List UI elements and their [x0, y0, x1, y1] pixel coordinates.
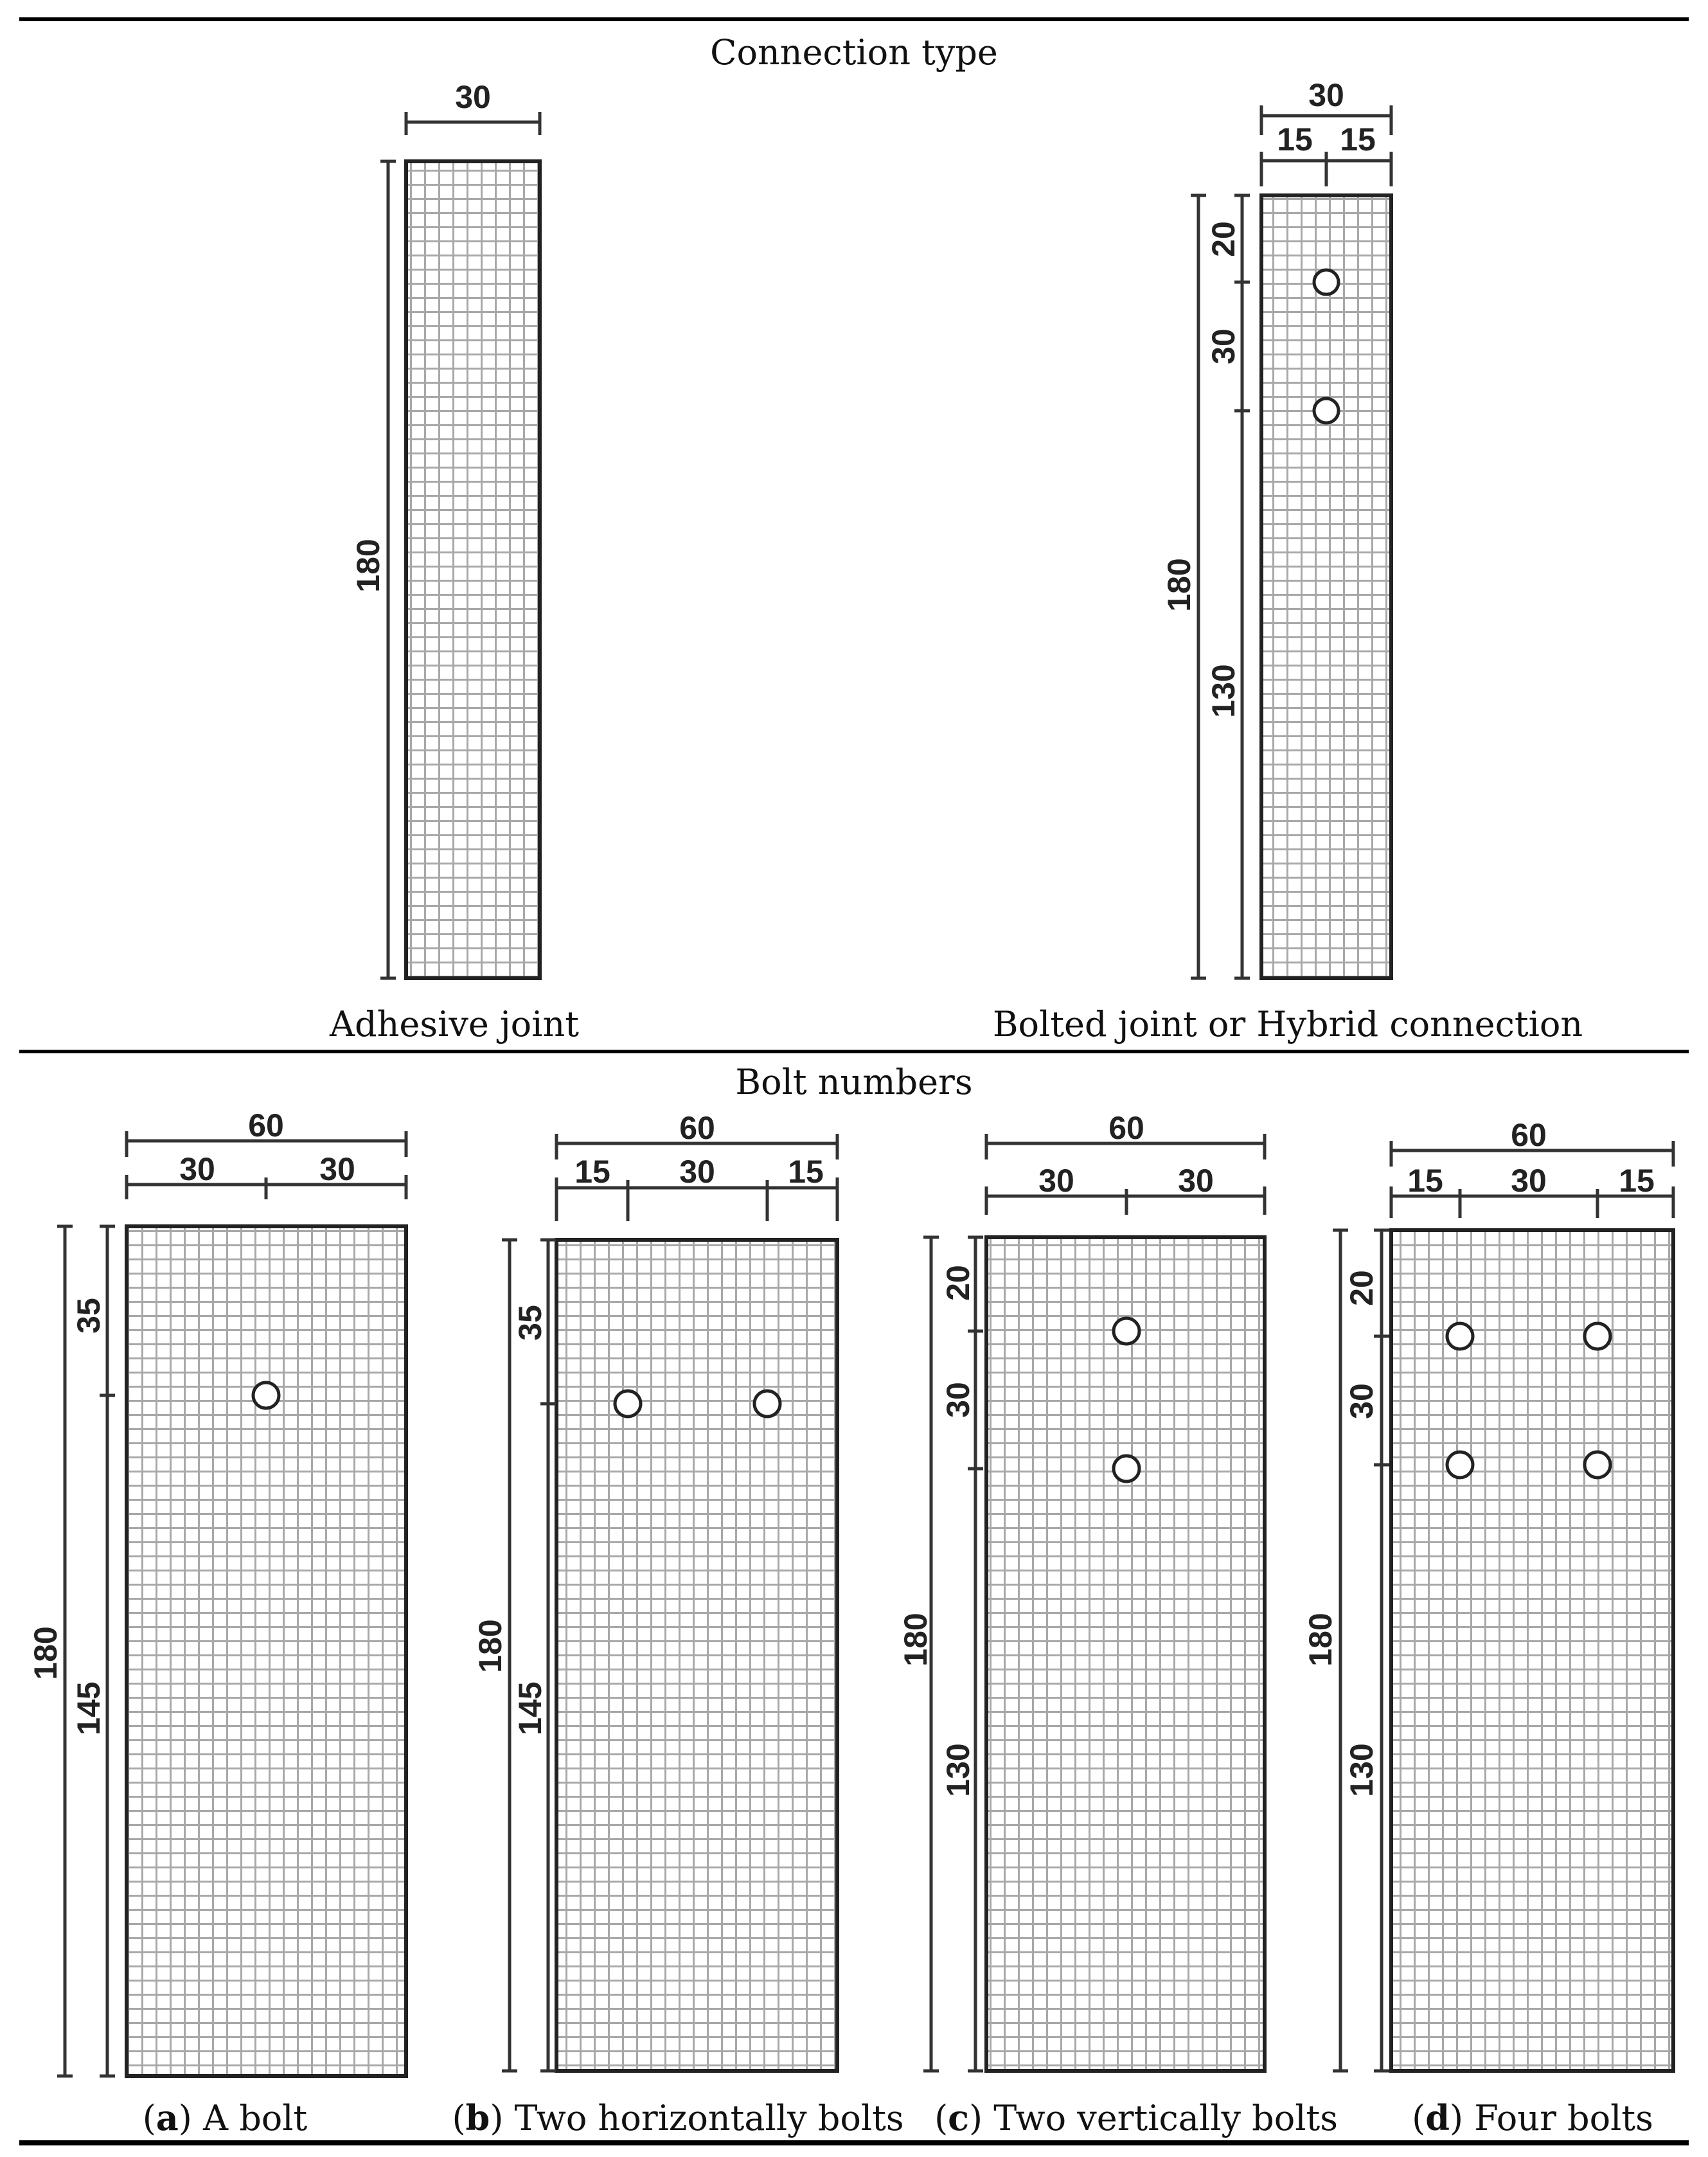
specimen-a — [28, 1107, 406, 2138]
dim-rest: 130 — [1205, 664, 1241, 718]
dim-half-left: 15 — [1277, 121, 1313, 157]
dim-width: 60 — [248, 1107, 284, 1143]
bolt-hole — [1585, 1323, 1610, 1349]
dim-right: 15 — [1619, 1163, 1655, 1199]
plate-a — [127, 1226, 406, 2076]
bolt-numbers-title: Bolt numbers — [735, 1062, 973, 1102]
bolt-hole — [253, 1383, 279, 1408]
connection-type-title: Connection type — [710, 32, 998, 73]
bolt-hole — [1314, 270, 1339, 294]
dim-edge: 35 — [71, 1298, 107, 1334]
plate-b — [556, 1240, 837, 2071]
dim-edge: 35 — [512, 1305, 548, 1341]
adhesive-plate — [406, 161, 540, 978]
dim-length: 180 — [28, 1626, 64, 1680]
bolt-hole — [615, 1391, 641, 1417]
bolt-hole — [1447, 1323, 1473, 1349]
dim-width: 60 — [1511, 1117, 1547, 1153]
dim-rest: 145 — [71, 1681, 107, 1735]
dim-length: 180 — [1161, 558, 1197, 612]
dim-rest: 130 — [940, 1743, 976, 1797]
dim-rest: 130 — [1344, 1743, 1380, 1797]
dim-length: 180 — [898, 1613, 934, 1667]
dim-pitch: 30 — [1205, 328, 1241, 364]
dim-rest: 145 — [512, 1681, 548, 1735]
bolt-hole — [754, 1391, 780, 1417]
dim-length: 180 — [472, 1619, 508, 1673]
dim-left: 30 — [1038, 1163, 1074, 1199]
dim-edge: 20 — [1205, 221, 1241, 257]
dim-pitch: 30 — [940, 1382, 976, 1418]
bolt-hole — [1114, 1318, 1139, 1344]
dim-edge: 20 — [940, 1265, 976, 1301]
bolt-hole — [1314, 398, 1339, 423]
dim-length: 180 — [350, 539, 386, 593]
caption-c: (c) Two vertically bolts — [934, 2097, 1338, 2138]
dim-half-right: 15 — [1340, 121, 1376, 157]
plate-c — [986, 1237, 1265, 2071]
dim-width: 30 — [1308, 77, 1344, 113]
dim-length: 180 — [1303, 1613, 1339, 1667]
bolted-caption: Bolted joint or Hybrid connection — [992, 1004, 1583, 1044]
dim-right: 30 — [1178, 1163, 1214, 1199]
dim-mid: 30 — [679, 1154, 715, 1190]
dim-left: 15 — [1407, 1163, 1443, 1199]
specimen-c — [898, 1110, 1338, 2138]
caption-a: (a) A bolt — [142, 2097, 308, 2138]
bolted-plate — [1261, 195, 1391, 978]
caption-d: (d) Four bolts — [1412, 2097, 1653, 2138]
dim-right: 30 — [319, 1151, 355, 1187]
bolt-hole — [1585, 1452, 1610, 1478]
bolted-joint-specimen — [993, 77, 1583, 1044]
specimen-b — [452, 1110, 903, 2138]
dim-width: 30 — [455, 79, 491, 115]
specimen-d — [1303, 1117, 1673, 2138]
adhesive-caption: Adhesive joint — [330, 1004, 579, 1044]
dim-right: 15 — [788, 1154, 824, 1190]
dim-mid: 30 — [1511, 1163, 1547, 1199]
bolt-hole — [1447, 1452, 1473, 1478]
dim-pitch: 30 — [1344, 1383, 1380, 1419]
plate-d — [1391, 1230, 1673, 2071]
dim-width: 60 — [679, 1110, 715, 1146]
adhesive-joint-specimen — [329, 79, 579, 1044]
dim-left: 15 — [574, 1154, 610, 1190]
caption-b: (b) Two horizontally bolts — [452, 2097, 904, 2138]
dim-left: 30 — [179, 1151, 215, 1187]
bolt-hole — [1114, 1456, 1139, 1481]
dim-edge: 20 — [1344, 1270, 1380, 1306]
dim-width: 60 — [1108, 1110, 1144, 1146]
